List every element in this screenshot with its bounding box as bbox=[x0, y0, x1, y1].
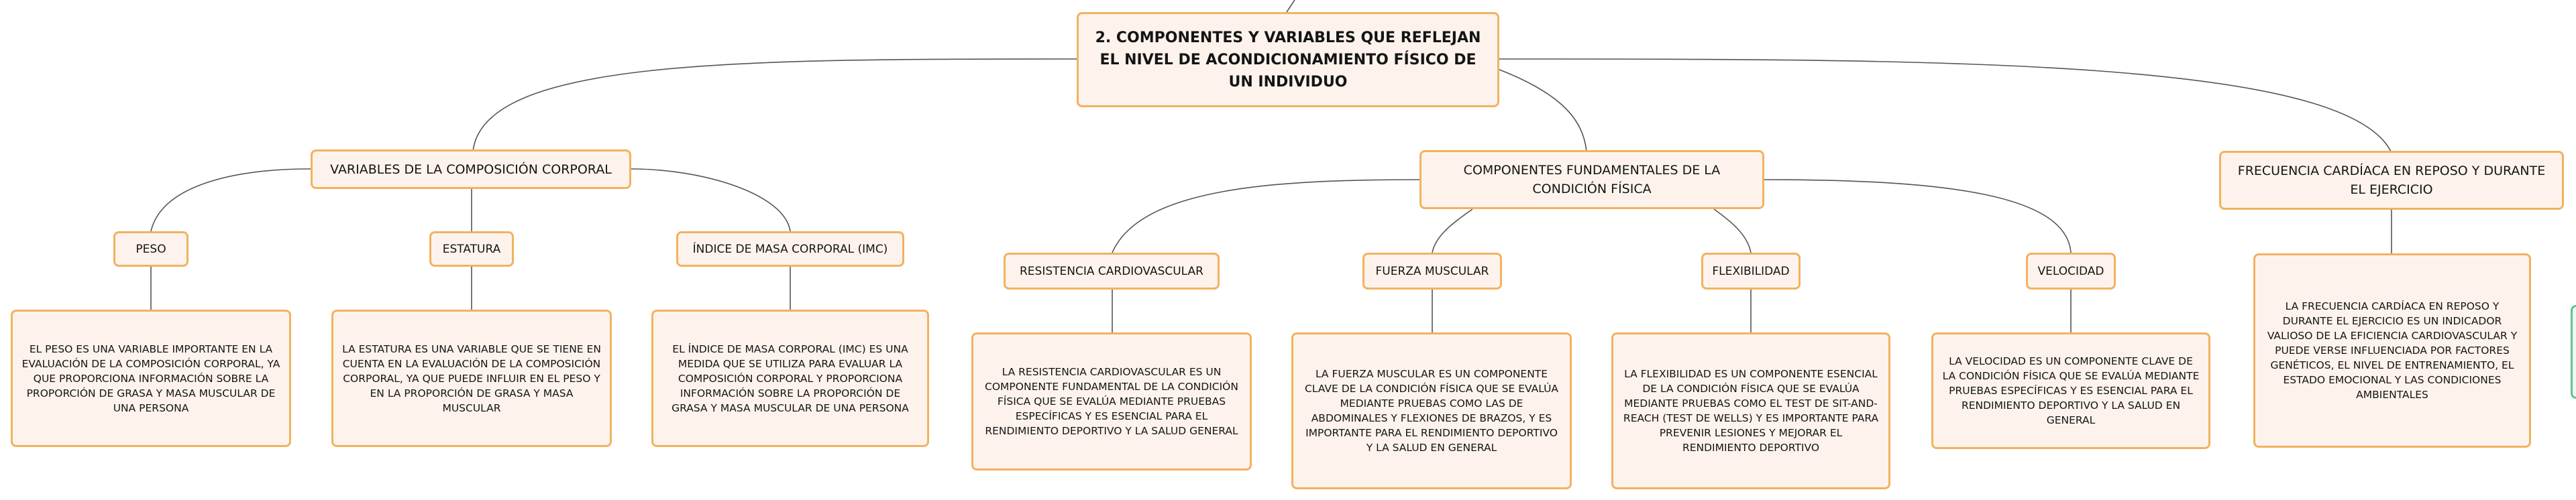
topic-label: FRECUENCIA CARDÍACA EN REPOSO Y DURANTE EL EJERCICIO bbox=[2237, 164, 2546, 197]
topic-label: VARIABLES DE LA COMPOSICIÓN CORPORAL bbox=[330, 162, 612, 177]
subtopic-label: ESTATURA bbox=[442, 242, 501, 256]
description-imc[interactable] bbox=[651, 310, 929, 447]
topic-componentes-fundamentales[interactable] bbox=[1419, 150, 1764, 209]
central-topic[interactable] bbox=[1077, 12, 1499, 107]
description-text: LA FLEXIBILIDAD ES UN COMPONENTE ESENCIAL DE LA CONDICIÓN FÍSICA QUE SE EVALÚA MEDIANTE PRUEBAS COMO EL TEST DE SIT-AND-REACH (TEST DE WELLS) Y ES IMPORTANTE PARA PREVENIR LESIONES Y MEJORAR EL RENDIMIENTO DEPORTIVO bbox=[1623, 368, 1879, 454]
description-text: LA RESISTENCIA CARDIOVASCULAR ES UN COMPONENTE FUNDAMENTAL DE LA CONDICIÓN FÍSICA QUE SE EVALÚA MEDIANTE PRUEBAS ESPECÍFICAS Y ES ESENCIAL PARA EL RENDIMIENTO DEPORTIVO Y LA SALUD GENERAL bbox=[985, 366, 1238, 437]
description-text: LA VELOCIDAD ES UN COMPONENTE CLAVE DE LA CONDICIÓN FÍSICA QUE SE EVALÚA MEDIANTE PRUEBAS ESPECÍFICAS Y ES ESENCIAL PARA EL RENDIMIENTO DEPORTIVO Y LA SALUD EN GENERAL bbox=[1942, 355, 2200, 426]
description-text: LA ESTATURA ES UNA VARIABLE QUE SE TIENE EN CUENTA EN LA EVALUACIÓN DE LA COMPOSICIÓN CORPORAL, YA QUE PUEDE INFLUIR EN EL PESO Y EN LA PROPORCIÓN DE GRASA Y MASA MUSCULAR bbox=[342, 342, 601, 414]
subtopic-velocidad[interactable] bbox=[2026, 253, 2116, 290]
subtopic-resistencia-cardiovascular[interactable] bbox=[1004, 253, 1220, 290]
description-velocidad[interactable] bbox=[1931, 332, 2210, 449]
subtopic-imc[interactable] bbox=[676, 231, 904, 267]
subtopic-peso[interactable] bbox=[113, 231, 189, 267]
offscreen-topic-edge[interactable] bbox=[2571, 305, 2576, 399]
subtopic-label: FLEXIBILIDAD bbox=[1712, 264, 1790, 278]
topic-variables-composicion-corporal[interactable] bbox=[311, 149, 631, 189]
description-flexibilidad[interactable] bbox=[1611, 332, 1890, 489]
subtopic-fuerza-muscular[interactable] bbox=[1362, 253, 1502, 290]
topic-label: COMPONENTES FUNDAMENTALES DE LA CONDICIÓN FÍSICA bbox=[1463, 163, 1721, 196]
central-topic-text: 2. COMPONENTES Y VARIABLES QUE REFLEJAN EL NIVEL DE ACONDICIONAMIENTO FÍSICO DE UN INDIVIDUO bbox=[1095, 29, 1481, 90]
subtopic-label: PESO bbox=[136, 242, 166, 256]
topic-frecuencia-cardiaca[interactable] bbox=[2219, 151, 2564, 210]
description-text: LA FUERZA MUSCULAR ES UN COMPONENTE CLAVE DE LA CONDICIÓN FÍSICA QUE SE EVALÚA MEDIANTE PRUEBAS COMO LAS DE ABDOMINALES Y FLEXIONES DE BRAZOS, Y ES IMPORTANTE PARA EL RENDIMIENTO DEPORTIVO Y LA SALUD EN GENERAL bbox=[1304, 368, 1559, 454]
description-fuerza-muscular[interactable] bbox=[1291, 332, 1572, 489]
subtopic-estatura[interactable] bbox=[429, 231, 514, 267]
subtopic-label: FUERZA MUSCULAR bbox=[1375, 264, 1489, 278]
subtopic-label: RESISTENCIA CARDIOVASCULAR bbox=[1020, 264, 1203, 278]
description-frecuencia-cardiaca[interactable] bbox=[2253, 253, 2531, 448]
description-text: EL ÍNDICE DE MASA CORPORAL (IMC) ES UNA MEDIDA QUE SE UTILIZA PARA EVALUAR LA COMPOSICIÓN CORPORAL Y PROPORCIONA INFORMACIÓN SOBRE LA PROPORCIÓN DE GRASA Y MASA MUSCULAR DE UNA PERSONA bbox=[672, 342, 909, 414]
description-text: EL PESO ES UNA VARIABLE IMPORTANTE EN LA EVALUACIÓN DE LA COMPOSICIÓN CORPORAL, YA QUE PROPORCIONA INFORMACIÓN SOBRE LA PROPORCIÓN DE GRASA Y MASA MUSCULAR DE UNA PERSONA bbox=[21, 342, 280, 414]
description-text: LA FRECUENCIA CARDÍACA EN REPOSO Y DURANTE EL EJERCICIO ES UN INDICADOR VALIOSO DE LA EFICIENCIA CARDIOVASCULAR Y PUEDE VERSE INFLUENCIADA POR FACTORES GENÉTICOS, EL NIVEL DE ENTRENAMIENTO, EL ESTADO EMOCIONAL Y LAS CONDICIONES AMBIENTALES bbox=[2267, 300, 2518, 401]
subtopic-label: VELOCIDAD bbox=[2037, 264, 2104, 278]
description-estatura[interactable] bbox=[331, 310, 612, 447]
description-peso[interactable] bbox=[11, 310, 291, 447]
description-resistencia-cardiovascular[interactable] bbox=[971, 332, 1252, 471]
subtopic-flexibilidad[interactable] bbox=[1701, 253, 1801, 290]
subtopic-label: ÍNDICE DE MASA CORPORAL (IMC) bbox=[692, 242, 888, 256]
